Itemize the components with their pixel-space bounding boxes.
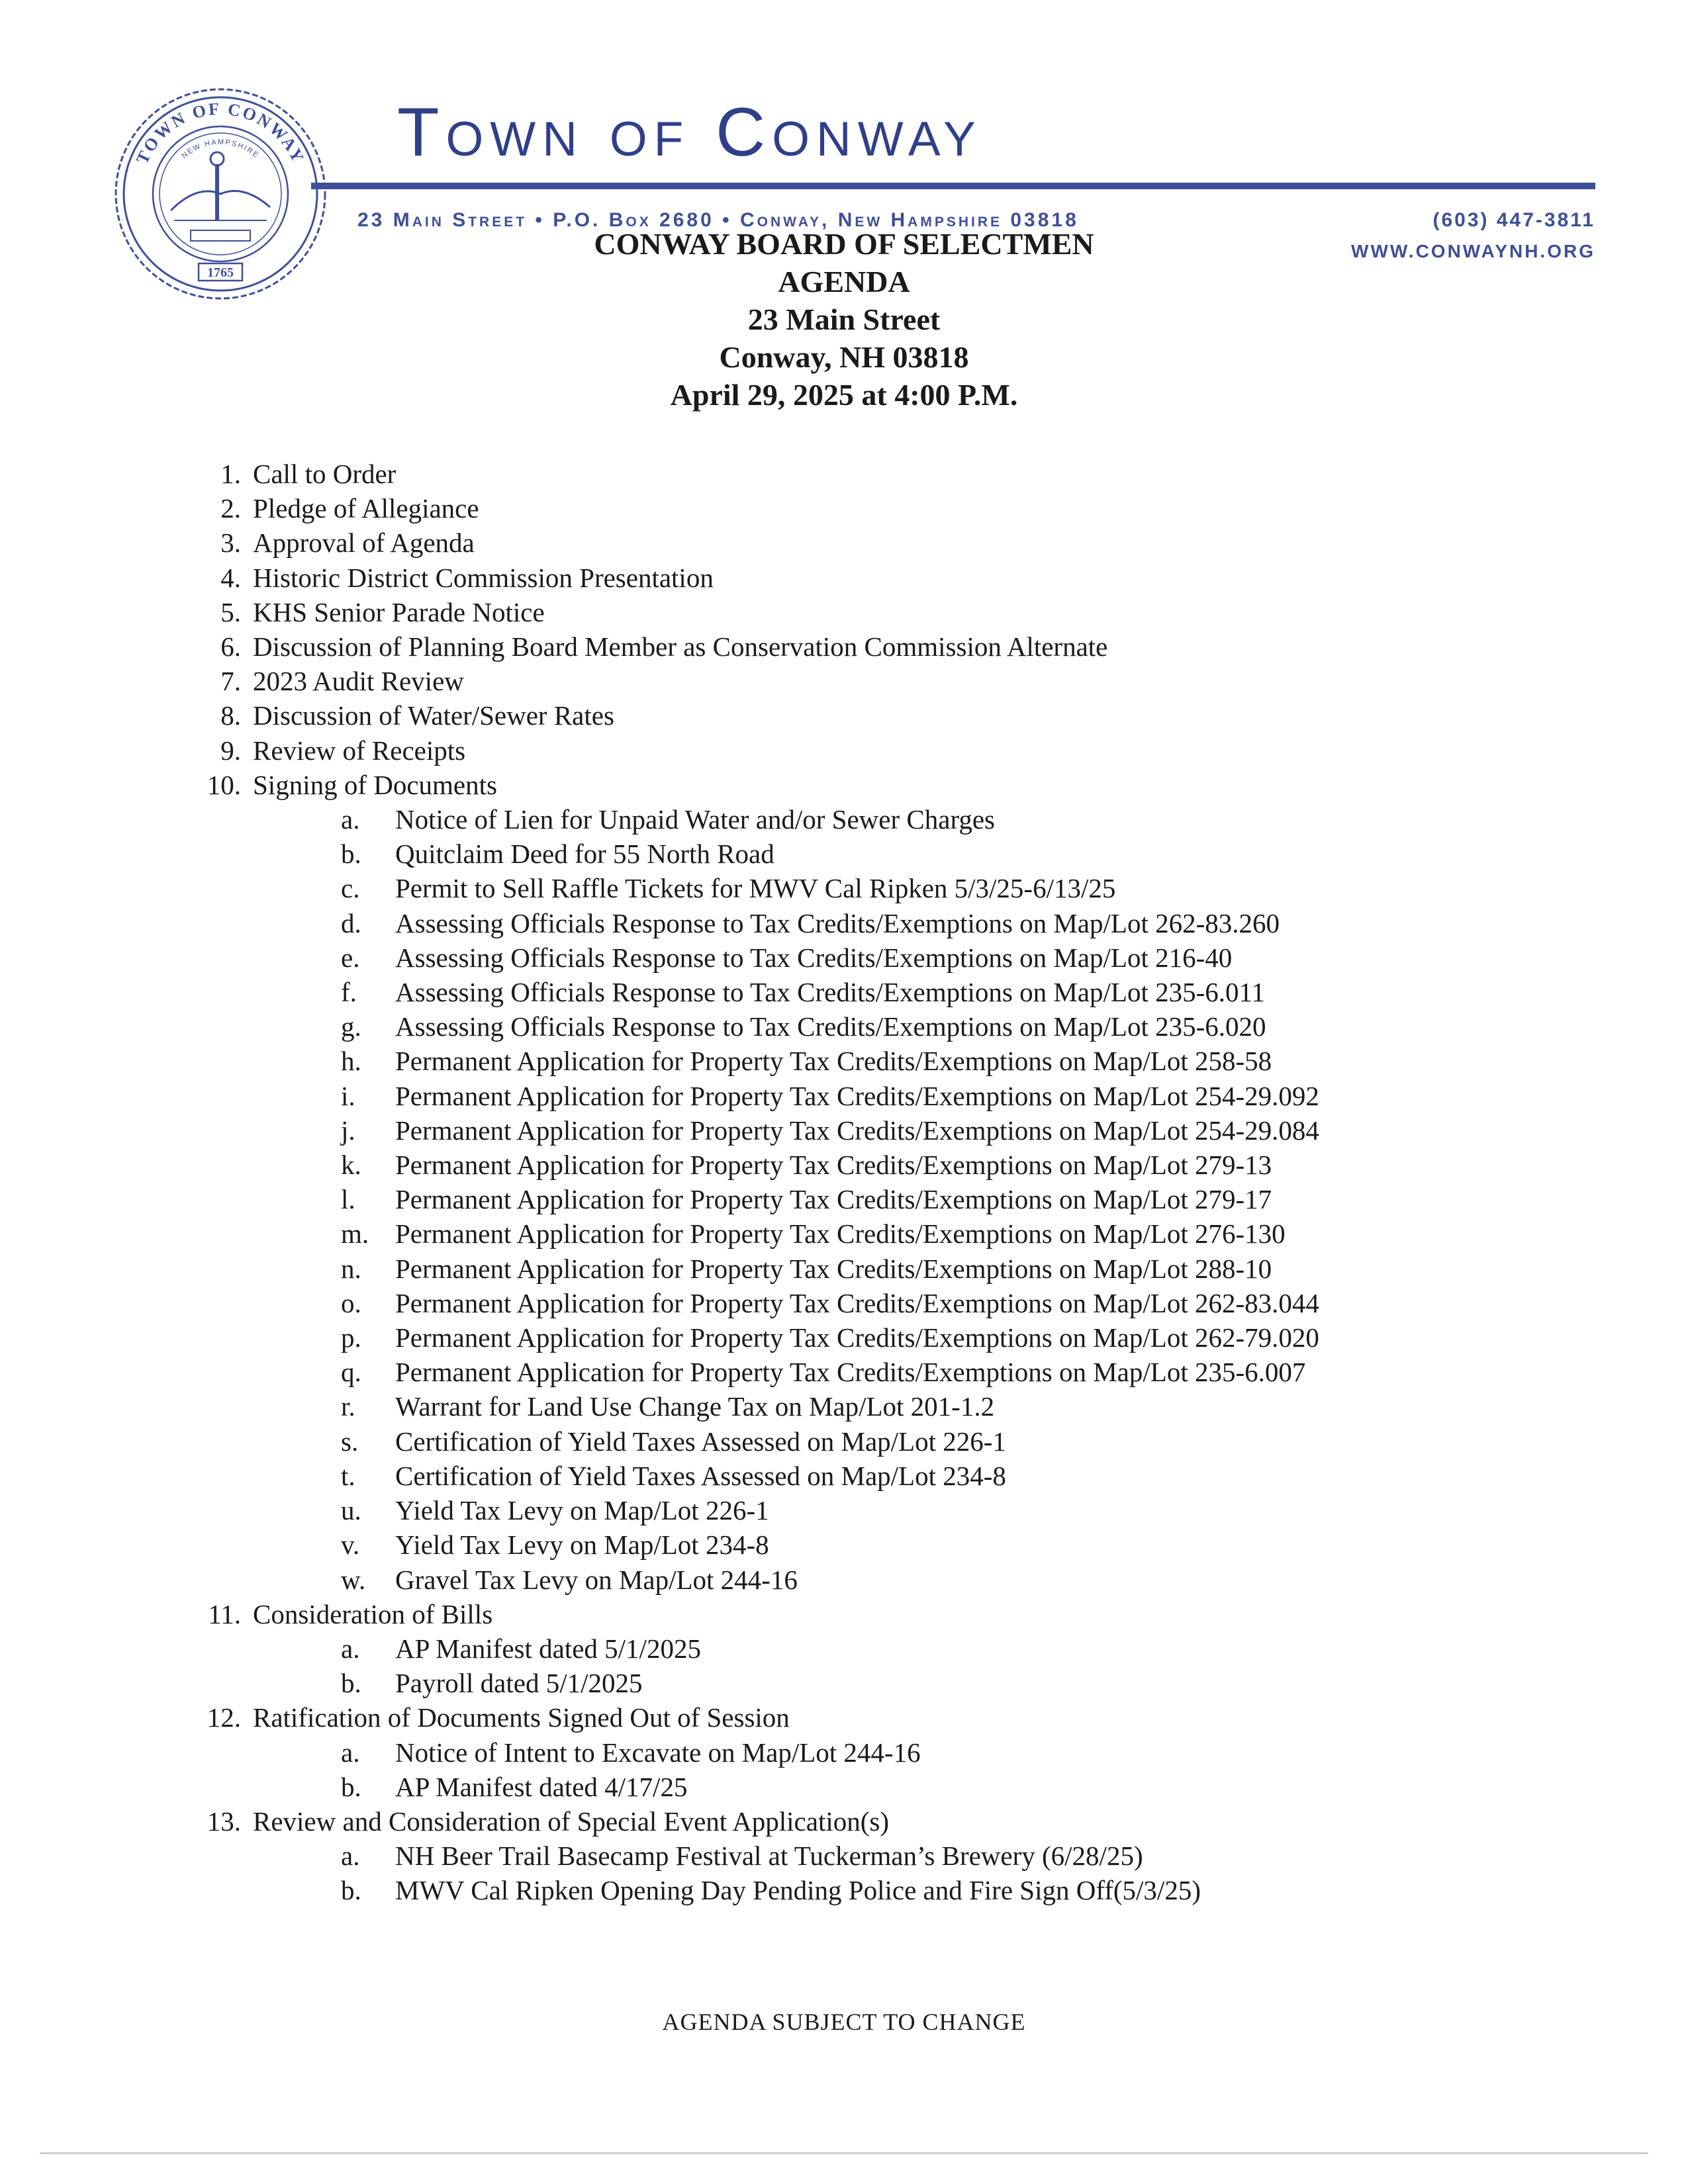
agenda-subitem <box>172 1320 1562 1355</box>
svg-text:TOWN OF CONWAY: TOWN OF CONWAY <box>132 99 308 167</box>
agenda-subitem <box>172 1631 1562 1666</box>
agenda-subitem <box>172 1216 1562 1251</box>
agenda-subitem <box>172 1009 1562 1044</box>
town-phone: (603) 447-3811 <box>1432 209 1595 231</box>
agenda-subitem <box>172 1148 1562 1182</box>
agenda-subitem <box>172 802 1562 837</box>
agenda-item-text: Discussion of Water/Sewer Rates <box>253 700 614 731</box>
agenda-subitem <box>172 1459 1562 1493</box>
board-name: CONWAY BOARD OF SELECTMEN <box>594 227 1094 261</box>
agenda-subitem-text: Assessing Officials Response to Tax Credits/Exemptions on Map/Lot 262-83.260 <box>395 907 1280 938</box>
town-seal-logo <box>111 85 330 303</box>
agenda-subitem-text: Gravel Tax Levy on Map/Lot 244-16 <box>395 1564 798 1595</box>
agenda-subitem <box>172 1182 1562 1216</box>
agenda-subitem-text: AP Manifest dated 5/1/2025 <box>395 1633 701 1664</box>
agenda-subitem-letter: c. <box>341 873 360 904</box>
agenda-subitem-letter: i. <box>341 1080 355 1111</box>
letterhead-rule <box>311 183 1595 189</box>
agenda-subitem <box>172 1666 1562 1700</box>
agenda-subitem <box>172 1527 1562 1562</box>
agenda-item <box>172 491 1562 525</box>
agenda-subitem <box>172 1563 1562 1597</box>
agenda-subitem <box>172 1389 1562 1424</box>
agenda-item-text: Approval of Agenda <box>253 527 475 559</box>
agenda-subitem <box>172 1113 1562 1148</box>
agenda-subitem-text: Assessing Officials Response to Tax Credits/Exemptions on Map/Lot 235-6.020 <box>395 1011 1266 1042</box>
agenda-item <box>172 561 1562 595</box>
agenda-item-text: Consideration of Bills <box>253 1598 493 1629</box>
agenda-subitem-letter: v. <box>341 1529 360 1561</box>
agenda-item-text: Discussion of Planning Board Member as Conservation Commission Alternate <box>253 631 1108 662</box>
agenda-subitem-text: Permanent Application for Property Tax Credits/Exemptions on Map/Lot 258-58 <box>395 1046 1272 1077</box>
agenda-subitem-letter: b. <box>341 839 361 870</box>
agenda-subitem-text: Permanent Application for Property Tax Credits/Exemptions on Map/Lot 262-79.020 <box>395 1322 1319 1353</box>
agenda-subitem-text: Permanent Application for Property Tax Credits/Exemptions on Map/Lot 288-10 <box>395 1253 1272 1284</box>
agenda-item-number: 5. <box>220 596 241 627</box>
agenda-item-text: Call to Order <box>253 459 397 489</box>
agenda-subitem-text: Permanent Application for Property Tax Credits/Exemptions on Map/Lot 254-29.092 <box>395 1080 1319 1111</box>
agenda-subitem-letter: f. <box>341 977 357 1008</box>
meeting-street: 23 Main Street <box>747 302 941 336</box>
town-name: Town of Conway <box>397 94 982 171</box>
agenda-item-number: 9. <box>220 735 241 766</box>
agenda-item <box>172 457 1562 491</box>
agenda-item <box>172 595 1562 629</box>
agenda-subitem <box>172 1251 1562 1286</box>
agenda-subitem-text: Yield Tax Levy on Map/Lot 234-8 <box>395 1529 769 1561</box>
town-address: 23 Main Street • P.O. Box 2680 • Conway, New Hampshire 03818 <box>357 209 1079 231</box>
agenda-subitem-text: Permanent Application for Property Tax Credits/Exemptions on Map/Lot 254-29.084 <box>395 1115 1319 1146</box>
agenda-item <box>172 1804 1562 1839</box>
agenda-subitem-letter: b. <box>341 1668 361 1699</box>
agenda-subitem-text: Notice of Intent to Excavate on Map/Lot 244-16 <box>395 1737 921 1768</box>
agenda-item-text: Review and Consideration of Special Event Application(s) <box>253 1805 889 1837</box>
agenda-item-text: Ratification of Documents Signed Out of Session <box>253 1702 790 1733</box>
agenda-subitem <box>172 1873 1562 1907</box>
agenda-subitem-text: Assessing Officials Response to Tax Credits/Exemptions on Map/Lot 216-40 <box>395 942 1233 973</box>
agenda-subitem <box>172 837 1562 871</box>
agenda-item-text: Pledge of Allegiance <box>253 493 479 524</box>
agenda-item-number: 11. <box>208 1598 241 1629</box>
agenda-subitem-text: AP Manifest dated 4/17/25 <box>395 1771 688 1802</box>
agenda-subitem-text: Notice of Lien for Unpaid Water and/or Sewer Charges <box>395 804 996 835</box>
agenda-subitem-letter: b. <box>341 1875 361 1906</box>
agenda-heading <box>397 225 1291 414</box>
agenda-subitem-letter: d. <box>341 907 361 938</box>
agenda-subitem-letter: p. <box>341 1322 361 1353</box>
agenda-item-number: 12. <box>207 1702 241 1733</box>
agenda-subitem-text: Permit to Sell Raffle Tickets for MWV Cal Ripken 5/3/25-6/13/25 <box>395 873 1116 904</box>
agenda-item <box>172 698 1562 733</box>
agenda-subitem <box>172 1839 1562 1873</box>
agenda-item-number: 8. <box>220 700 241 731</box>
agenda-item <box>172 733 1562 768</box>
agenda-subitem <box>172 1770 1562 1804</box>
agenda-item-number: 7. <box>220 666 241 697</box>
agenda-subitem-text: Certification of Yield Taxes Assessed on Map/Lot 226-1 <box>395 1426 1006 1457</box>
agenda-subitem-letter: a. <box>341 1633 360 1664</box>
agenda-subitem-text: Permanent Application for Property Tax Credits/Exemptions on Map/Lot 279-13 <box>395 1150 1272 1181</box>
agenda-subitem <box>172 975 1562 1009</box>
agenda-subitem-text: Permanent Application for Property Tax Credits/Exemptions on Map/Lot 235-6.007 <box>395 1357 1306 1388</box>
agenda-subitem-letter: q. <box>341 1357 361 1388</box>
agenda-subitem <box>172 906 1562 940</box>
agenda-item-number: 3. <box>220 527 241 559</box>
agenda-item-text: 2023 Audit Review <box>253 666 464 697</box>
agenda-subitem-text: Yield Tax Levy on Map/Lot 226-1 <box>395 1495 769 1526</box>
agenda-subitem-letter: m. <box>341 1218 369 1250</box>
agenda-item-number: 4. <box>220 562 241 593</box>
agenda-notice: AGENDA SUBJECT TO CHANGE <box>662 2009 1026 2035</box>
agenda-subitem-text: Warrant for Land Use Change Tax on Map/Lot 201-1.2 <box>395 1391 995 1422</box>
agenda-item-text: Review of Receipts <box>253 735 466 766</box>
agenda-subitem-letter: w. <box>341 1564 366 1595</box>
agenda-subitem-letter: a. <box>341 1737 360 1768</box>
agenda-subitem-letter: r. <box>341 1391 355 1422</box>
agenda-item <box>172 664 1562 698</box>
agenda-subitem-letter: g. <box>341 1011 361 1042</box>
agenda-subitem-text: Quitclaim Deed for 55 North Road <box>395 839 774 870</box>
agenda-subitem-text: NH Beer Trail Basecamp Festival at Tuckerman’s Brewery (6/28/25) <box>395 1841 1143 1872</box>
agenda-subitem-text: Permanent Application for Property Tax Credits/Exemptions on Map/Lot 276-130 <box>395 1218 1286 1250</box>
agenda-subitem-text: Permanent Application for Property Tax Credits/Exemptions on Map/Lot 262-83.044 <box>395 1287 1319 1318</box>
agenda-item <box>172 768 1562 802</box>
agenda-subitem-text: Payroll dated 5/1/2025 <box>395 1668 643 1699</box>
page-bottom-rule <box>40 2152 1648 2154</box>
agenda-subitem-letter: b. <box>341 1771 361 1802</box>
agenda-subitem-letter: s. <box>341 1426 359 1457</box>
svg-text:NEW HAMPSHIRE: NEW HAMPSHIRE <box>180 138 261 160</box>
agenda-item-text: KHS Senior Parade Notice <box>253 596 545 627</box>
agenda-subitem-letter: n. <box>341 1253 361 1284</box>
agenda-subitem-letter: k. <box>341 1150 361 1181</box>
town-website-link[interactable]: WWW.CONWAYNH.ORG <box>1351 241 1595 261</box>
agenda-item-number: 6. <box>220 631 241 662</box>
agenda-subitem-letter: o. <box>341 1287 361 1318</box>
agenda-list <box>172 457 1562 1908</box>
agenda-item-number: 2. <box>220 493 241 524</box>
agenda-subitem-letter: e. <box>341 942 360 973</box>
agenda-item-number: 10. <box>207 769 241 800</box>
agenda-subitem <box>172 1493 1562 1527</box>
agenda-item <box>172 629 1562 664</box>
agenda-subitem-text: MWV Cal Ripken Opening Day Pending Police and Fire Sign Off(5/3/25) <box>395 1875 1201 1906</box>
meeting-datetime: April 29, 2025 at 4:00 P.M. <box>670 378 1018 412</box>
agenda-item <box>172 1700 1562 1735</box>
agenda-subitem <box>172 1355 1562 1389</box>
svg-text:1765: 1765 <box>207 265 234 280</box>
agenda-item <box>172 525 1562 560</box>
agenda-subitem-text: Assessing Officials Response to Tax Credits/Exemptions on Map/Lot 235-6.011 <box>395 977 1265 1008</box>
meeting-city: Conway, NH 03818 <box>719 340 969 374</box>
agenda-item-number: 1. <box>220 459 241 489</box>
agenda-subitem-letter: u. <box>341 1495 361 1526</box>
agenda-subitem <box>172 1044 1562 1078</box>
agenda-subitem <box>172 1424 1562 1459</box>
agenda-subitem-text: Permanent Application for Property Tax Credits/Exemptions on Map/Lot 279-17 <box>395 1184 1272 1215</box>
agenda-item-text: Signing of Documents <box>253 769 497 800</box>
agenda-subitem-letter: j. <box>341 1115 355 1146</box>
agenda-subitem <box>172 871 1562 905</box>
agenda-subitem <box>172 940 1562 975</box>
agenda-item-number: 13. <box>207 1805 241 1837</box>
agenda-subitem-letter: a. <box>341 804 360 835</box>
agenda-subitem-letter: a. <box>341 1841 360 1872</box>
agenda-item <box>172 1597 1562 1631</box>
agenda-item-text: Historic District Commission Presentation <box>253 562 714 593</box>
agenda-subitem <box>172 1735 1562 1770</box>
agenda-subitem-letter: t. <box>341 1460 355 1491</box>
agenda-subitem-letter: l. <box>341 1184 355 1215</box>
agenda-subitem <box>172 1079 1562 1113</box>
agenda-subitem-text: Certification of Yield Taxes Assessed on Map/Lot 234-8 <box>395 1460 1006 1491</box>
document-type: AGENDA <box>778 265 910 298</box>
agenda-subitem <box>172 1286 1562 1320</box>
agenda-subitem-letter: h. <box>341 1046 361 1077</box>
